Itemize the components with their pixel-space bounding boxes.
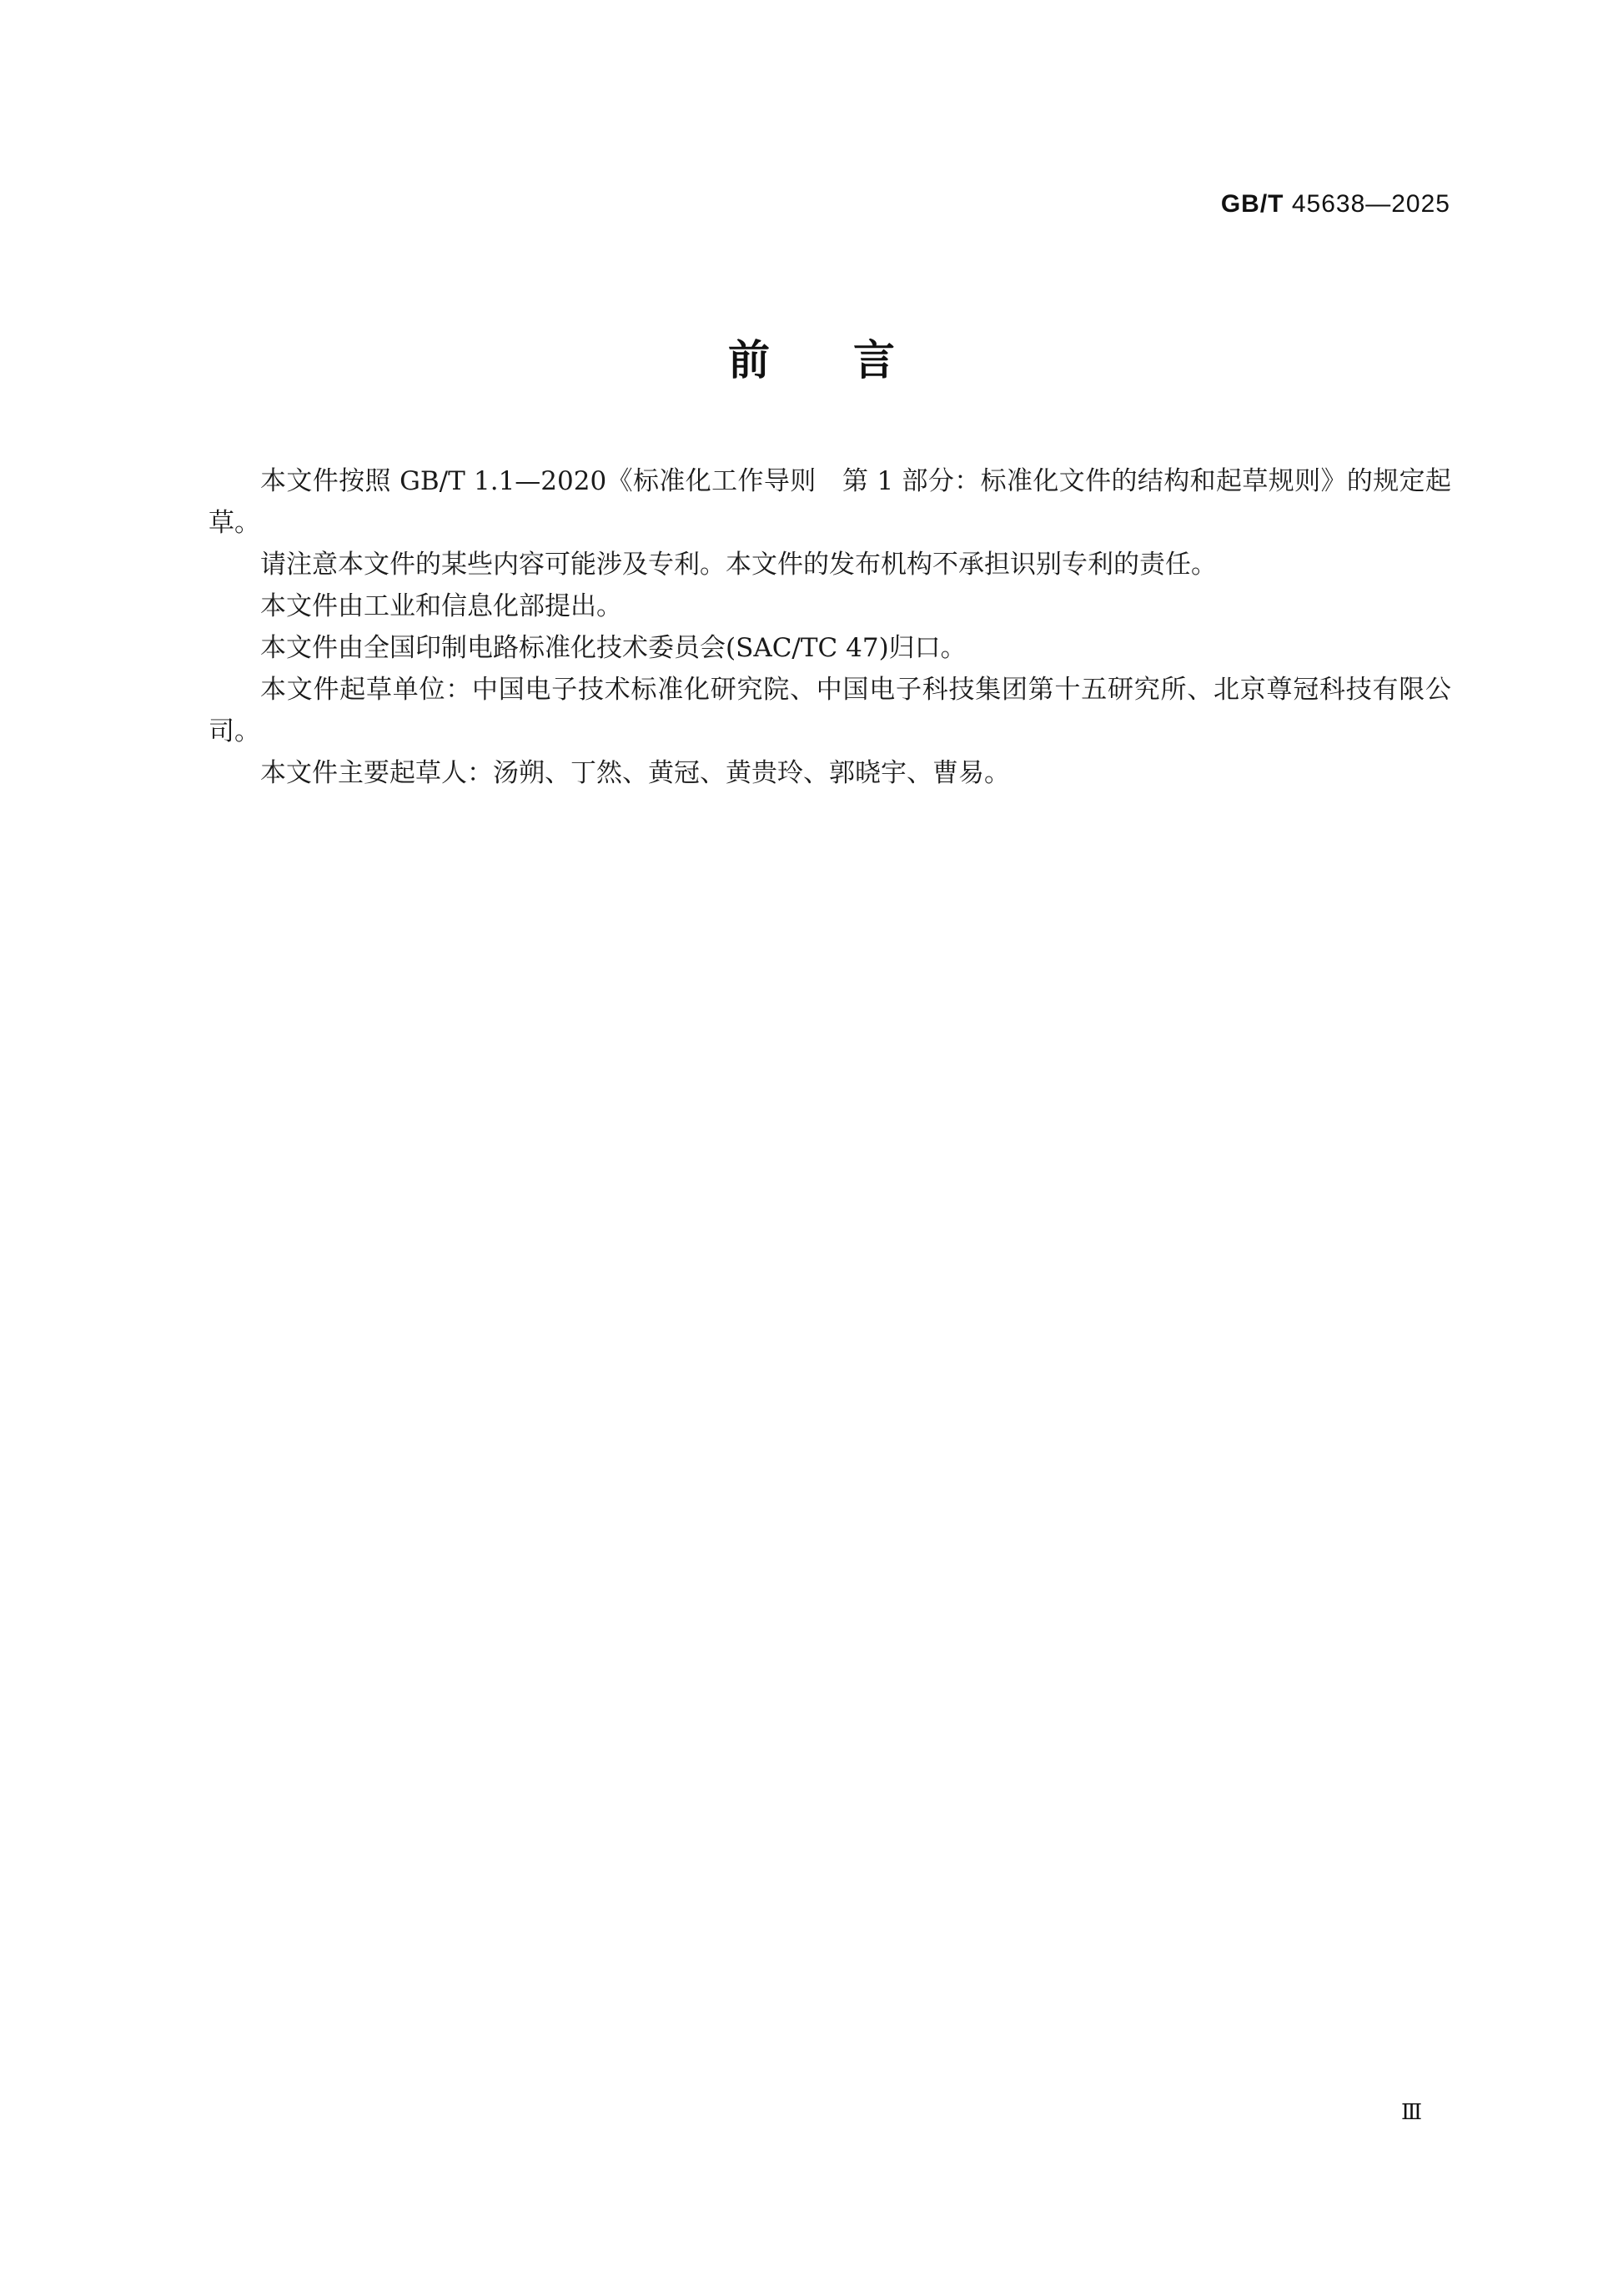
standard-code bbox=[1221, 190, 1450, 219]
page-title: 前言 bbox=[728, 336, 978, 384]
paragraph-patent-notice: 请注意本文件的某些内容可能涉及专利。本文件的发布机构不承担识别专利的责任。 bbox=[260, 550, 1217, 580]
standard-code-number: 45638—2025 bbox=[1291, 190, 1450, 218]
foreword-body bbox=[209, 460, 1451, 794]
paragraph-drafting-rules: 本文件按照 GB/T 1.1—2020《标准化工作导则 第 1 部分：标准化文件的结构和起草规则》的规定起草。 bbox=[209, 466, 1451, 538]
standard-code-prefix: GB/T bbox=[1220, 190, 1284, 218]
page-number: Ⅲ bbox=[1401, 2100, 1423, 2125]
paragraph-drafters: 本文件主要起草人：汤朔、丁然、黄冠、黄贵玲、郭晓宇、曹易。 bbox=[260, 758, 1010, 788]
paragraph-drafting-units: 本文件起草单位：中国电子技术标准化研究院、中国电子科技集团第十五研究所、北京尊冠科技有限公司。 bbox=[209, 675, 1451, 746]
paragraph-proposer: 本文件由工业和信息化部提出。 bbox=[260, 591, 622, 621]
paragraph-committee: 本文件由全国印制电路标准化技术委员会(SAC/TC 47)归口。 bbox=[260, 633, 967, 663]
